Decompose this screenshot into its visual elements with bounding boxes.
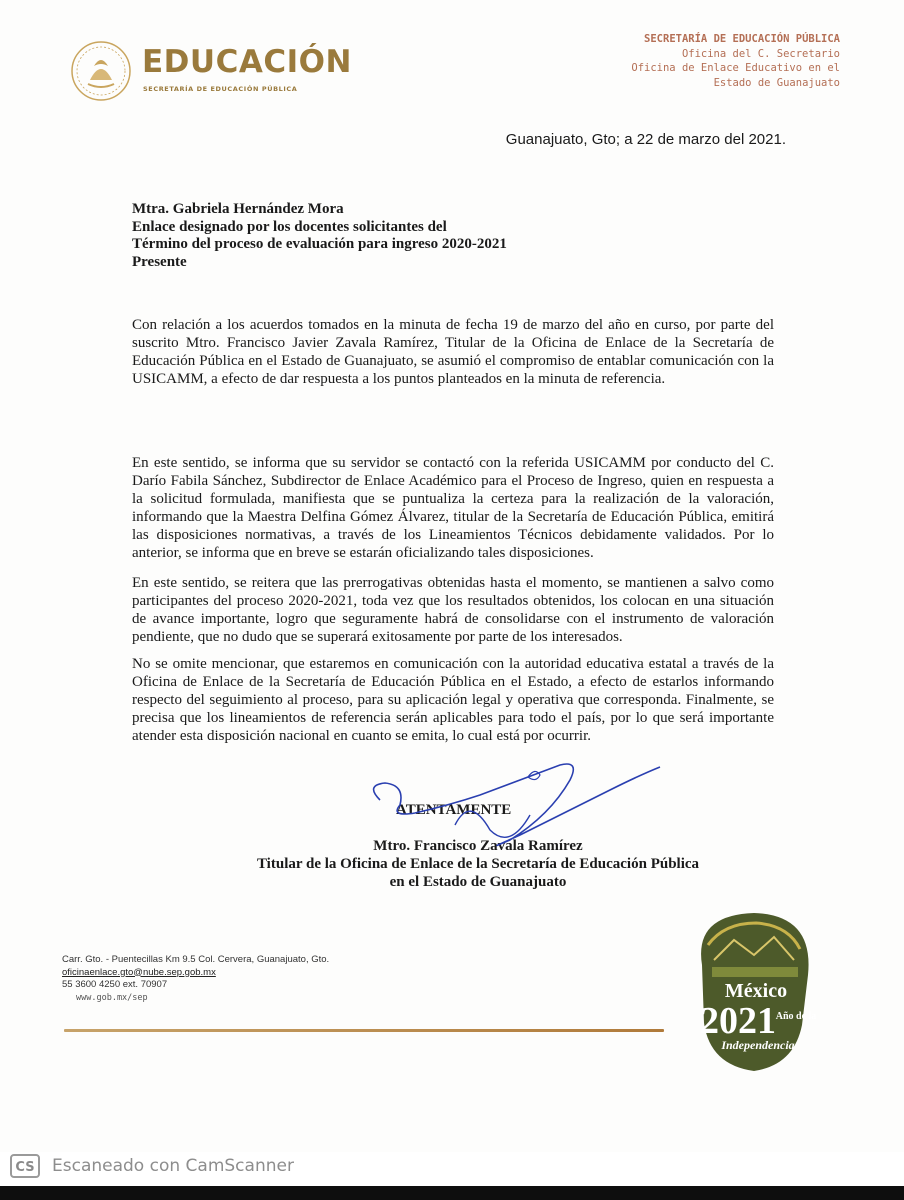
camscanner-logo-icon: CS <box>10 1154 40 1178</box>
body-paragraph-1: Con relación a los acuerdos tomados en la minuta de fecha 19 de marzo del año en curso, por parte del suscrito Mtro. Francisco Javier Zavala Ramírez, Titular de la Oficina de Enlace de la Secretaría de Educación Pública en el Estado de Guanajuato, se asumió el compromiso de entablar comunicación con la USICAMM, a efecto de dar respuesta a los puntos planteados en la minuta de referencia. <box>132 317 774 387</box>
mexico-2021-emblem <box>684 905 824 1077</box>
recipient-name: Mtra. Gabriela Hernández Mora <box>132 201 344 217</box>
header-line: Estado de Guanajuato <box>713 76 840 89</box>
letter-date: Guanajuato, Gto; a 22 de marzo del 2021. <box>505 131 786 148</box>
emblem-line1: Año de la <box>775 1011 817 1022</box>
header-line: Oficina del C. Secretario <box>681 47 840 60</box>
recipient-presente: Presente <box>132 253 187 270</box>
header-line: SECRETARÍA DE EDUCACIÓN PÚBLICA <box>644 33 840 45</box>
education-logo-text: EDUCACIÓN <box>142 44 352 80</box>
signer-name: Mtro. Francisco Zavala Ramírez <box>373 838 583 854</box>
body-paragraph-3: En este sentido, se reitera que las prerrogativas obtenidas hasta el momento, se mantienen a salvo como participantes del proceso 2020-2021, toda vez que los resultados obtenidos, los colocan en una situación de avance importante, logro que seguramente habrá de consolidarse con el instrumento de valoración pendiente, que no dudo que se superará exitosamente por parte de los interesados. <box>132 575 774 645</box>
footer-website-link[interactable]: www.gob.mx/sep <box>76 992 148 1003</box>
sender-office-header <box>631 32 840 90</box>
emblem-year: 2021 <box>700 1000 776 1042</box>
education-logo-subtitle: SECRETARÍA DE EDUCACIÓN PÚBLICA <box>143 85 298 93</box>
body-paragraph-4: No se omite mencionar, que estaremos en comunicación con la autoridad educativa estatal a través de la Oficina de Enlace de la Secretaría de Educación Pública en el Estado, a efecto de estarlos informando respecto del seguimiento al proceso, para su aplicación legal y operativa que corresponda. Finalmente, se precisa que los lineamientos de referencia serán aplicables para todo el país, por lo que será importante atender esta disposición nacional en cuanto se emita, lo cual está por ocurrir. <box>132 656 774 744</box>
camscanner-text: Escaneado con CamScanner <box>52 1156 294 1176</box>
footer-address: Carr. Gto. - Puentecillas Km 9.5 Col. Cervera, Guanajuato, Gto. <box>62 954 330 965</box>
emblem-country: México <box>724 980 788 1002</box>
footer-phone: 55 3600 4250 ext. 70907 <box>62 979 168 990</box>
recipient-block <box>132 201 507 271</box>
recipient-process: Término del proceso de evaluación para ingreso 2020-2021 <box>132 236 507 252</box>
signer-title: Titular de la Oficina de Enlace de la Secretaría de Educación Pública <box>256 856 700 872</box>
handwritten-signature <box>360 755 700 855</box>
footer-email-link[interactable]: oficinaenlace.gto@nube.sep.gob.mx <box>62 966 216 978</box>
mexico-coat-of-arms-icon <box>70 40 132 102</box>
recipient-role: Enlace designado por los docentes solicitantes del <box>132 218 447 235</box>
body-paragraph-2: En este sentido, se informa que su servidor se contactó con la referida USICAMM por conducto del C. Darío Fabila Sánchez, Subdirector de Enlace Académico para el Proceso de Ingreso, quien en respuesta a la solicitud formulada, manifiesta que se puntualiza la certeza para la realización de la valoración, informando que la Maestra Delfina Gómez Álvarez, titular de la Secretaría de Educación Pública, emitirá las disposiciones normativas, a través de los Lineamientos Técnicos debidamente validados. Por lo anterior, se informa que en breve se estarán oficializando tales disposiciones. <box>132 455 774 561</box>
emblem-line2: Independencia <box>721 1038 795 1052</box>
closing-atentamente: ATENTAMENTE <box>396 802 512 818</box>
footer-divider <box>64 1029 664 1032</box>
header-line: Oficina de Enlace Educativo en el <box>631 62 840 74</box>
bottom-edge <box>0 1186 904 1200</box>
signer-location: en el Estado de Guanajuato <box>389 874 567 890</box>
footer-contact <box>62 954 329 1004</box>
